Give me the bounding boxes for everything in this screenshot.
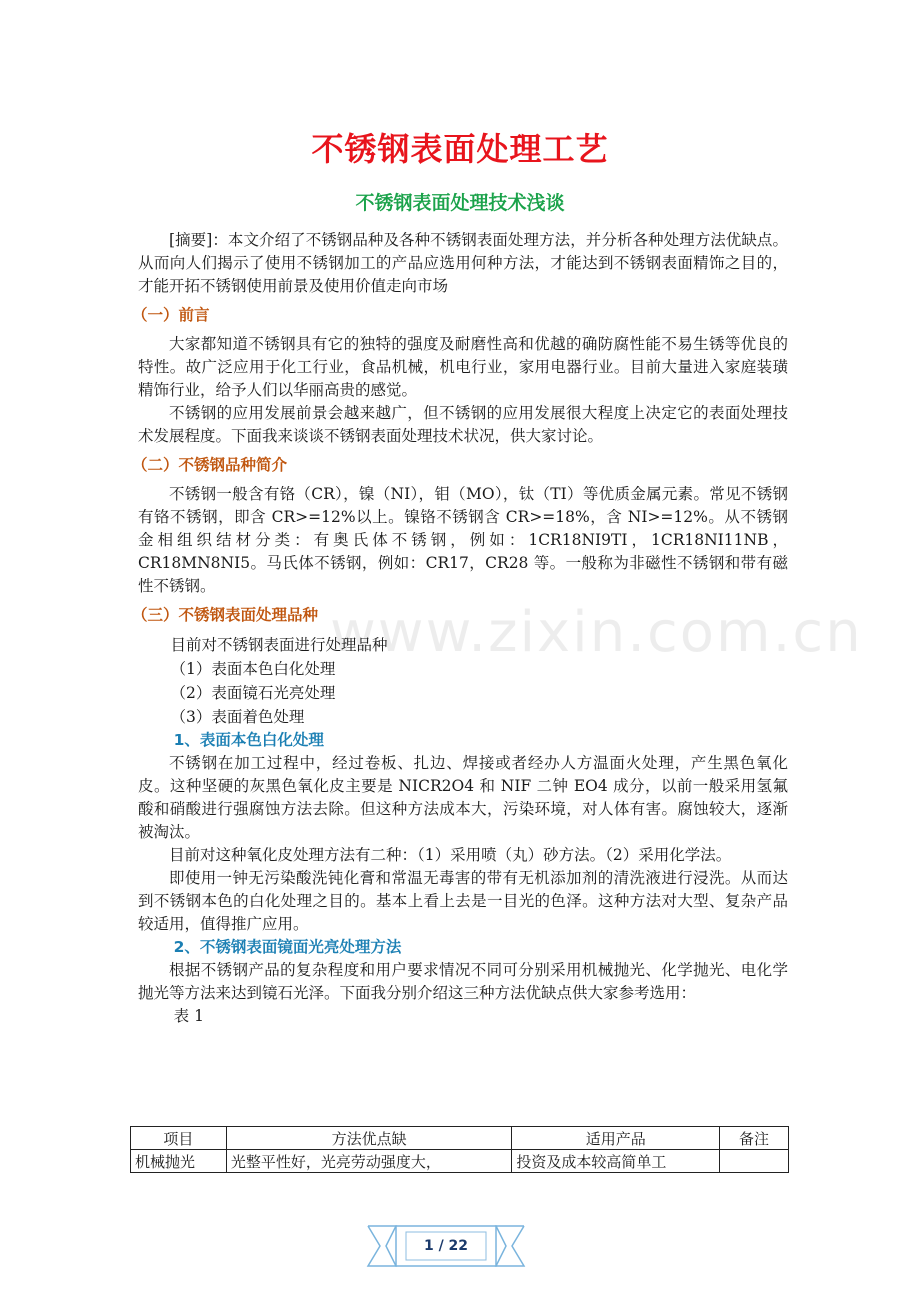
page-footer bbox=[366, 1220, 526, 1280]
subsection-heading-whitening: 1、表面本色白化处理 bbox=[173, 731, 324, 749]
table-header-row bbox=[131, 1127, 789, 1150]
table-header-cell: 适用产品 bbox=[512, 1127, 720, 1150]
table-row bbox=[131, 1150, 789, 1173]
mirror-paragraph-1: 根据不锈钢产品的复杂程度和用户要求情况不同可分别采用机械抛光、化学抛光、电化学抛光等方法来达到镜石光泽。下面我分别介绍这三种方法优缺点供大家参考选用： bbox=[138, 961, 788, 1002]
preface-paragraph-2: 不锈钢的应用发展前景会越来越广，但不锈钢的应用发展很大程度上决定它的表面处理技术发展程度。下面我来谈谈不锈钢表面处理技术状况，供大家讨论。 bbox=[138, 404, 788, 445]
subsection-heading-mirror: 2、不锈钢表面镜面光亮处理方法 bbox=[173, 938, 402, 956]
whitening-paragraph-3: 即使用一钟无污染酸洗钝化膏和常温无毒害的带有无机添加剂的清洗液进行浸洗。从而达到不锈钢本色的白化处理之目的。基本上看上去是一目光的色泽。这种方法对大型、复杂产品较适用，值得推广应用。 bbox=[138, 869, 788, 933]
table-caption: 表 1 bbox=[173, 1007, 204, 1025]
table-cell: 机械抛光 bbox=[131, 1150, 227, 1173]
treatment-item-1: （1）表面本色白化处理 bbox=[170, 660, 336, 678]
table-cell bbox=[720, 1150, 789, 1173]
section-heading-preface: （一）前言 bbox=[132, 306, 210, 324]
table-header-cell: 方法优点缺 bbox=[226, 1127, 512, 1150]
types-paragraph: 不锈钢一般含有铬（CR），镍（NI），钼（MO），钛（TI）等优质金属元素。常见不锈钢有铬不锈钢，即含 CR>=12%以上。镍铬不锈钢含 CR>=18%，含 NI>=12%。从不锈钢金相组织结材分类：有奥氏体不锈钢，例如：1CR18NI9TI，1CR18NI11NB，CR18MN8NI5。马氏体不锈钢，例如：CR17，CR28 等。一般称为非磁性不锈钢和带有磁性不锈钢。 bbox=[138, 485, 788, 595]
table-cell: 光整平性好，光亮劳动强度大， bbox=[226, 1150, 512, 1173]
abstract: [摘要]：本文介绍了不锈钢品种及各种不锈钢表面处理方法，并分析各种处理方法优缺点。从而向人们揭示了使用不锈钢加工的产品应选用何种方法，才能达到不锈钢表面精饰之目的，才能开拓不锈钢使用前景及使用价值走向市场 bbox=[138, 231, 788, 295]
table-cell: 投资及成本较高简单工 bbox=[512, 1150, 720, 1173]
page-number: 1 / 22 bbox=[423, 1238, 469, 1254]
treatment-item-3: （3）表面着色处理 bbox=[170, 708, 305, 726]
watermark: www.zixin.com.cn bbox=[330, 600, 863, 665]
whitening-paragraph-1: 不锈钢在加工过程中，经过卷板、扎边、焊接或者经办人方温面火处理，产生黑色氧化皮。这种坚硬的灰黑色氧化皮主要是 NICR2O4 和 NIF 二钟 EO4 成分，以前一般采用氢氟酸和硝酸进行强腐蚀方法去除。但这种方法成本大，污染环境，对人体有害。腐蚀较大，逐渐被淘汰。 bbox=[138, 754, 788, 841]
treatments-intro: 目前对不锈钢表面进行处理品种 bbox=[170, 636, 388, 654]
section-heading-types: （二）不锈钢品种简介 bbox=[132, 456, 288, 474]
preface-paragraph-1: 大家都知道不锈钢具有它的独特的强度及耐磨性高和优越的确防腐性能不易生锈等优良的特性。故广泛应用于化工行业，食品机械，机电行业，家用电器行业。目前大量进入家庭装璜精饰行业，给予人们以华丽高贵的感觉。 bbox=[138, 335, 788, 399]
table-header-cell: 备注 bbox=[720, 1127, 789, 1150]
document-body bbox=[132, 229, 788, 1028]
treatment-item-2: （2）表面镜石光亮处理 bbox=[170, 684, 336, 702]
document-title: 不锈钢表面处理工艺 bbox=[311, 130, 609, 168]
methods-table bbox=[130, 1126, 789, 1173]
whitening-paragraph-2: 目前对这种氧化皮处理方法有二种：（1）采用喷（丸）砂方法。（2）采用化学法。 bbox=[169, 846, 732, 864]
document-subtitle: 不锈钢表面处理技术浅谈 bbox=[355, 192, 565, 214]
table-header-cell: 项目 bbox=[131, 1127, 227, 1150]
section-heading-treatments: （三）不锈钢表面处理品种 bbox=[132, 606, 319, 624]
